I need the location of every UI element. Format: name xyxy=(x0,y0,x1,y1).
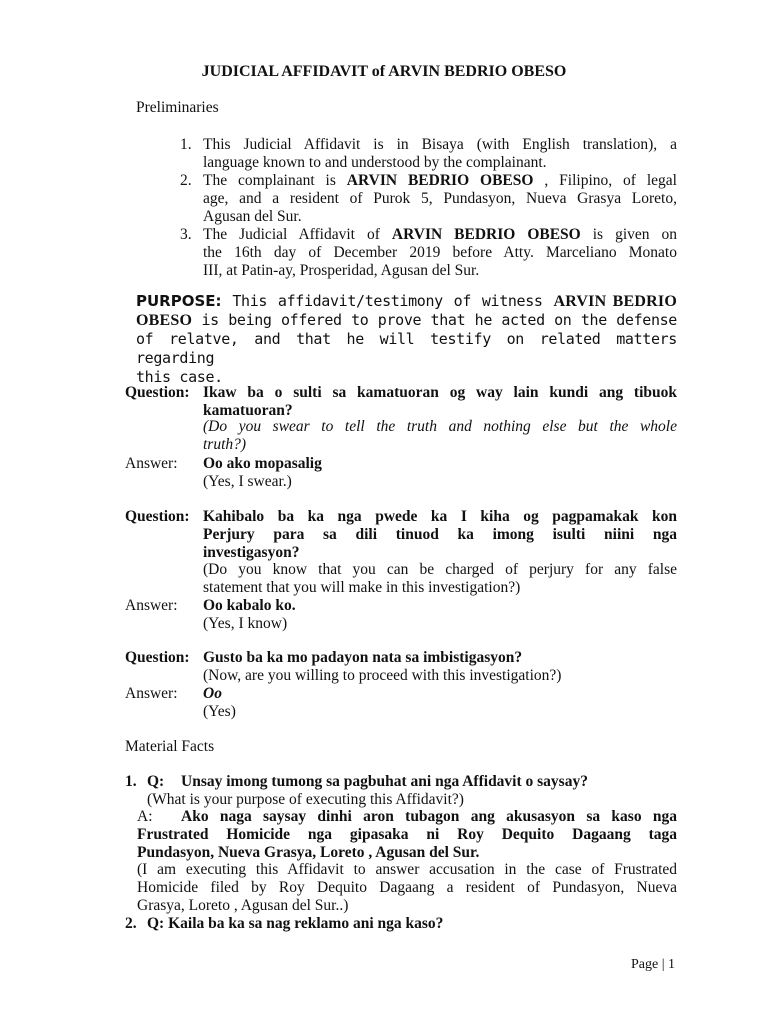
text-run: The complainant is xyxy=(203,172,347,189)
text-run: The Judicial Affidavit of xyxy=(203,226,392,243)
text-run: is given on xyxy=(580,226,678,243)
answer-text: Oo ako mopasalig xyxy=(203,455,322,472)
answer-line: Frustrated Homicide nga gipasaka ni Roy Dequito Dagaang taga xyxy=(137,826,677,843)
answer-text: Oo xyxy=(203,685,222,702)
answer-text: Oo kabalo ko. xyxy=(203,597,296,614)
list-item-line: the 16th day of December 2019 before Atty. Marceliano Monato xyxy=(203,244,677,261)
list-number: 1. xyxy=(125,773,137,790)
list-item-line: language known to and understood by the complainant. xyxy=(203,154,547,171)
section-heading-preliminaries: Preliminaries xyxy=(136,99,219,116)
translation-line: statement that you will make in this investigation?) xyxy=(203,579,521,596)
complainant-name: ARVIN BEDRIO OBESO xyxy=(346,172,534,189)
list-number: 1. xyxy=(180,136,192,153)
purpose-paragraph xyxy=(136,292,677,387)
question-label: Question: xyxy=(125,384,190,401)
page-number: Page | 1 xyxy=(631,957,676,972)
affiant-name: ARVIN BEDRIO OBESO xyxy=(391,226,581,243)
list-item-line: age, and a resident of Purok 5, Pundasyon, Nueva Grasya Loreto, xyxy=(203,190,677,207)
purpose-line xyxy=(136,292,677,311)
purpose-line: of relatve, and that he will testify on related matters regarding xyxy=(136,330,677,367)
answer-translation: (Yes, I swear.) xyxy=(203,473,292,490)
translation-line: (Now, are you willing to proceed with this investigation?) xyxy=(203,667,562,684)
list-number: 3. xyxy=(180,226,192,243)
witness-name: OBESO xyxy=(136,312,193,329)
question-line: Ikaw ba o sulti sa kamatuoran og way lain kundi ang tibuok xyxy=(203,384,677,401)
answer-translation-line: Homicide filed by Roy Dequito Dagaang a resident of Pundasyon, Nueva xyxy=(137,879,677,896)
purpose-label: PURPOSE: xyxy=(136,292,222,310)
purpose-line: this case. xyxy=(136,368,223,386)
question-text: Q: Kaila ba ka sa nag reklamo ani nga kaso? xyxy=(147,915,444,932)
answer-translation: (Yes) xyxy=(203,703,236,720)
list-number: 2. xyxy=(180,172,192,189)
answer-translation: (Yes, I know) xyxy=(203,615,288,632)
text-run: , Filipino, of legal xyxy=(533,172,677,189)
list-item-line xyxy=(203,172,677,190)
purpose-line xyxy=(136,311,677,330)
answer-line: Pundasyon, Nueva Grasya, Loreto , Agusan del Sur. xyxy=(137,844,480,861)
list-item-line: III, at Patin-ay, Prosperidad, Agusan del Sur. xyxy=(203,262,480,279)
question-line: investigasyon? xyxy=(203,544,300,561)
list-item-line: This Judicial Affidavit is in Bisaya (with English translation), a xyxy=(203,136,677,153)
answer-translation-line: Grasya, Loreto , Agusan del Sur..) xyxy=(137,897,349,914)
question-line: Perjury para sa dili tinuod ka imong isulti niini nga xyxy=(203,526,677,543)
question-translation: (What is your purpose of executing this Affidavit?) xyxy=(147,791,464,808)
witness-name: ARVIN BEDRIO xyxy=(553,293,677,310)
list-item-line xyxy=(203,226,677,244)
list-number: 2. xyxy=(125,915,137,932)
answer-label: Answer: xyxy=(125,597,178,614)
answer-label: Answer: xyxy=(125,685,178,702)
text-run: is being offered to prove that he acted on the defense xyxy=(192,311,677,329)
section-heading-material-facts: Material Facts xyxy=(125,738,215,755)
answer-line: Ako naga saysay dinhi aron tubagon ang akusasyon sa kaso nga xyxy=(181,808,677,825)
question-text: Unsay imong tumong sa pagbuhat ani nga Affidavit o saysay? xyxy=(181,773,588,790)
translation-line: (Do you know that you can be charged of perjury for any false xyxy=(203,561,677,578)
a-label: A: xyxy=(137,808,153,825)
answer-translation-line: (I am executing this Affidavit to answer accusation in the case of Frustrated xyxy=(137,861,677,878)
question-label: Question: xyxy=(125,508,190,525)
question-line: Gusto ba ka mo padayon nata sa imbistigasyon? xyxy=(203,649,523,666)
list-item-line: Agusan del Sur. xyxy=(203,208,302,225)
q-label: Q: xyxy=(147,773,165,790)
translation-line: (Do you swear to tell the truth and nothing else but the whole xyxy=(203,418,677,435)
question-line: kamatuoran? xyxy=(203,402,293,419)
question-line: Kahibalo ba ka nga pwede ka I kiha og pagpamakak kon xyxy=(203,508,677,525)
translation-line: truth?) xyxy=(203,436,247,453)
document-title: JUDICIAL AFFIDAVIT of ARVIN BEDRIO OBESO xyxy=(201,63,567,80)
answer-label: Answer: xyxy=(125,455,178,472)
question-label: Question: xyxy=(125,649,190,666)
text-run: This affidavit/testimony of witness xyxy=(221,292,554,310)
